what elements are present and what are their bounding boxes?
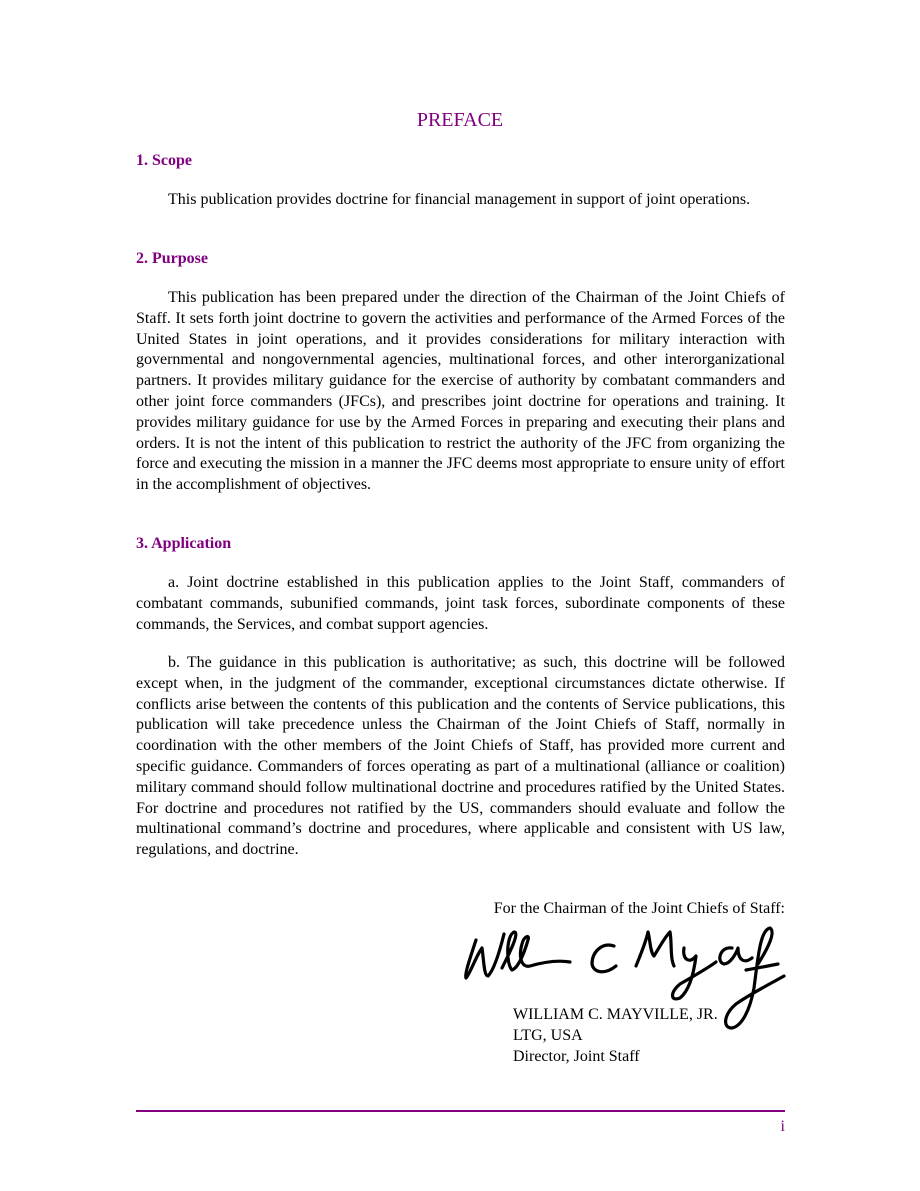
page-number: i: [780, 1118, 785, 1135]
signatory-position: Director, Joint Staff: [513, 1048, 640, 1065]
closing-line: For the Chairman of the Joint Chiefs of Staff:: [493, 900, 785, 917]
section-heading-application: 3. Application: [136, 535, 232, 552]
purpose-paragraph: This publication has been prepared under the direction of the Chairman of the Joint Chiefs of Staff. It sets forth joint doctrine to govern the activities and performance of the Armed Forces of the United States in joint operations, and it provides considerations for military interaction with governmental and nongovernmental agencies, multinational forces, and other interorganizational partners. It provides military guidance for the exercise of authority by combatant commanders and other joint force commanders (JFCs), and prescribes joint doctrine for operations and training. It provides military guidance for use by the Armed Forces in preparing and executing their plans and orders. It is not the intent of this publication to restrict the authority of the JFC from organizing the force and executing the mission in a manner the JFC deems most appropriate to ensure unity of effort in the accomplishment of objectives.: [136, 289, 785, 494]
application-paragraph-b: b. The guidance in this publication is authoritative; as such, this doctrine will be followed except when, in the judgment of the commander, exceptional circumstances dictate otherwise. If conflicts arise between the contents of this publication and the contents of Service publications, this publication will take precedence unless the Chairman of the Joint Chiefs of Staff, normally in coordination with the other members of the Joint Chiefs of Staff, has provided more current and specific guidance. Commanders of forces operating as part of a multinational (alliance or coalition) military command should follow multinational doctrine and procedures ratified by the United States. For doctrine and procedures not ratified by the US, commanders should evaluate and follow the multinational command’s doctrine and procedures, where applicable and consistent with US law, regulations, and doctrine.: [136, 654, 785, 859]
footer-rule: [136, 1110, 785, 1112]
page-title: PREFACE: [416, 109, 504, 131]
signatory-rank: LTG, USA: [513, 1027, 583, 1044]
section-heading-scope: 1. Scope: [136, 152, 192, 169]
section-heading-purpose: 2. Purpose: [136, 250, 208, 267]
handwritten-signature: [458, 918, 788, 1033]
scope-paragraph: This publication provides doctrine for financial management in support of joint operations.: [168, 191, 751, 208]
application-paragraph-a: a. Joint doctrine established in this publication applies to the Joint Staff, commanders of combatant commands, subunified commands, joint task forces, subordinate components of these commands, the Services, and combat support agencies.: [136, 574, 785, 633]
signatory-name: WILLIAM C. MAYVILLE, JR.: [513, 1006, 718, 1023]
